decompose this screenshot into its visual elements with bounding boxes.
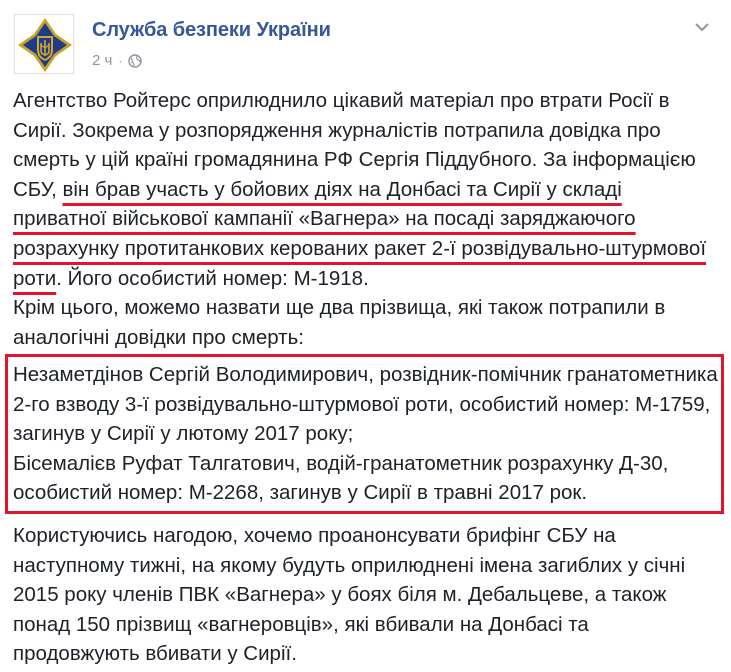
paragraph-1: [13, 86, 718, 293]
sbu-emblem-icon[interactable]: [14, 14, 74, 74]
boxed-entry-2: Бісемалієв Руфат Талгатович, водій-гранатометник розрахунку Д-30, особистий номер: М-2268, загинув у Сирії в травні 2017 рок.: [13, 451, 669, 505]
chevron-down-icon[interactable]: [691, 16, 713, 38]
post-timestamp[interactable]: 2 ч: [92, 52, 113, 69]
paragraph-1-outro: . Його особистий номер: М-1918.: [56, 266, 369, 290]
post-header: [14, 14, 717, 74]
page-name-link[interactable]: Служба безпеки України: [92, 19, 331, 41]
underlined-passage: він брав участь у бойових діях на Донбасі та Сирії у складі приватної військової кампанії «Вагнера» на посаді заряджаючого розрахунку протитанкових керованих ракет 2-ї розвідувально-штурмової роти: [13, 177, 707, 290]
post-meta: [92, 52, 142, 69]
meta-separator: ·: [118, 53, 123, 68]
paragraph-3: Користуючись нагодою, хочемо проанонсувати брифінг СБУ на наступному тижні, на якому будуть оприлюднені імена загиблих у січні 2015 року членів ПВК «Вагнера» у боях біля м. Дебальцеве, а також понад 150 прізвищ «вагнеровців», які вбивали на Донбасі та продовжують вбивати у Сирії.: [13, 524, 686, 666]
post-body: [13, 86, 718, 352]
globe-icon[interactable]: [128, 54, 142, 68]
paragraph-2: Крім цього, можемо назвати ще два прізвища, які також потрапили в аналогічні довідки про смерть:: [13, 296, 666, 349]
boxed-entry-1: Незаметдінов Сергій Володимирович, розвідник-помічник гранатометника 2-го взводу 3-ї розвідувально-штурмової роти, особистий номер: М-1759, загинув у Сирії у лютому 2017 року;: [13, 363, 718, 446]
boxed-names-list: [13, 360, 718, 508]
paragraph-1-intro: Агентство Ройтерс оприлюднило цікавий матеріал про втрати Росії в Сирії. Зокрема у розпорядження журналістів потрапила довідка про смерть у цій країні громадянина РФ Сергія Піддубного. За інформацією СБУ,: [13, 89, 696, 201]
